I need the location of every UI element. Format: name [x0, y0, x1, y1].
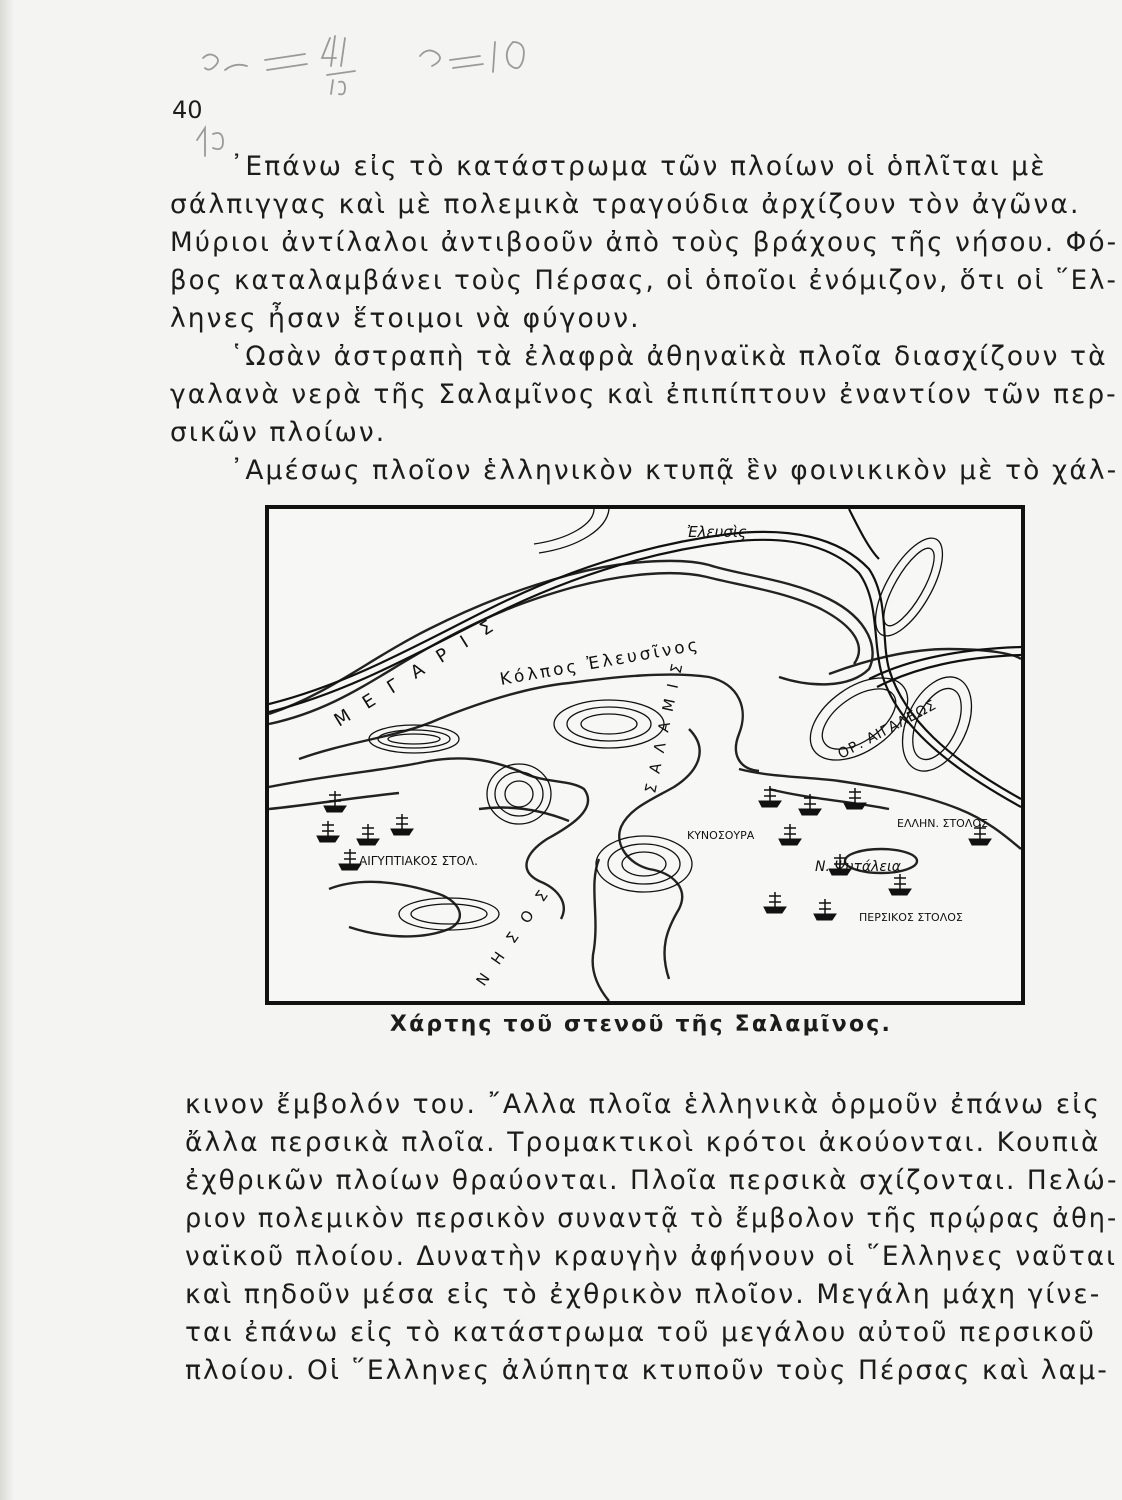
label-gulf: Κόλπος Ἐλευσῖνος: [498, 634, 702, 690]
page-number: 40: [172, 96, 203, 124]
ship-icon: [759, 786, 781, 807]
pencil-annotation: [195, 30, 575, 170]
text-line: σάλπιγγας καὶ μὲ πολεμικὰ τραγούδια ἀρχίζουν τὸν ἀγῶνα.: [170, 189, 1081, 220]
text-line: Μύριοι ἀντίλαλοι ἀντιβοοῦν ἀπὸ τοὺς βράχους τῆς νήσου. Φό-: [170, 227, 1119, 258]
text-line: ναϊκοῦ πλοίου. Δυνατὴν κραυγὴν ἀφήνουν οἱ ῞Ελληνες ναῦται: [185, 1241, 1118, 1272]
text-line: ἄλλα περσικὰ πλοῖα. Τρομακτικοὶ κρότοι ἀκούονται. Κουπιὰ: [185, 1127, 1101, 1158]
text-line: ριον πολεμικὸν περσικὸν συναντᾷ τὸ ἔμβολον τῆς πρῴρας ἀθη-: [185, 1203, 1119, 1234]
label-egyptian-fleet: ΑΙΓΥΠΤΙΑΚΟΣ ΣΤΟΛ.: [359, 854, 478, 868]
ship-icon: [391, 814, 413, 835]
text-line: γαλανὰ νερὰ τῆς Σαλαμῖνος καὶ ἐπιπίπτουν ἐναντίον τῶν περ-: [170, 379, 1118, 410]
label-eleusis: Ἐλευσὶς: [687, 523, 747, 541]
text-line: ᾿Αμέσως πλοῖον ἑλληνικὸν κτυπᾷ ἓν φοινικικὸν μὲ τὸ χάλ-: [230, 455, 1119, 486]
ship-icon: [317, 821, 339, 842]
text-line: κινον ἔμβολόν του. ῎Αλλα πλοῖα ἑλληνικὰ ὁρμοῦν ἐπάνω εἰς: [185, 1089, 1101, 1120]
map-drawing: [269, 509, 1021, 1001]
map-caption: Χάρτης τοῦ στενοῦ τῆς Σαλαμῖνος.: [389, 1012, 893, 1037]
label-nisos: Ν Η Σ Ο Σ: [472, 882, 555, 990]
text-line: ᾿Επάνω εἰς τὸ κατάστρωμα τῶν πλοίων οἱ ὁπλῖται μὲ: [230, 151, 1047, 182]
ship-icon: [814, 899, 836, 920]
label-greek-fleet: ΕΛΛΗΝ. ΣΤΟΛΟΣ: [897, 817, 988, 830]
text-line: ῾Ωσὰν ἀστραπὴ τὰ ἐλαφρὰ ἀθηναϊκὰ πλοῖα διασχίζουν τὰ: [230, 341, 1108, 372]
text-line: βος καταλαμβάνει τοὺς Πέρσας, οἱ ὁποῖοι ἐνόμιζον, ὅτι οἱ ῞Ελ-: [170, 265, 1118, 296]
ship-icon: [357, 824, 379, 845]
label-salamis: Σ Α Λ Α Μ Ι Σ: [641, 659, 687, 795]
text-line: σικῶν πλοίων.: [170, 417, 387, 448]
label-aigaleos: ΟΡ. ΑΙΓΑΛΕΩΣ: [835, 697, 940, 763]
page-edge-shadow: [0, 0, 14, 1500]
ship-icon: [339, 849, 361, 870]
text-line: πλοίου. Οἱ ῞Ελληνες ἀλύπητα κτυποῦν τοὺς Πέρσας καὶ λαμ-: [185, 1355, 1109, 1386]
label-persian-fleet: ΠΕΡΣΙΚΟΣ ΣΤΟΛΟΣ: [859, 911, 963, 924]
ship-icon: [779, 824, 801, 845]
text-line: ἐχθρικῶν πλοίων θραύονται. Πλοῖα περσικὰ σχίζονται. Πελώ-: [185, 1165, 1119, 1196]
ship-icon: [764, 892, 786, 913]
label-psyttaleia: Ν. Ψυτάλεια: [815, 859, 901, 875]
text-line: ται ἐπάνω εἰς τὸ κατάστρωμα τοῦ μεγάλου αὐτοῦ περσικοῦ: [185, 1317, 1096, 1348]
label-kynosoura: ΚΥΝΟΣΟΥΡΑ: [687, 829, 755, 842]
salamis-strait-map: [265, 505, 1025, 1005]
text-line: ληνες ἦσαν ἕτοιμοι νὰ φύγουν.: [170, 303, 641, 334]
label-megaris: Μ Ε Γ Α Ρ Ι Σ: [330, 613, 503, 732]
ship-icon: [844, 788, 866, 809]
text-line: καὶ πηδοῦν μέσα εἰς τὸ ἐχθρικὸν πλοῖον. Μεγάλη μάχη γίνε-: [185, 1279, 1102, 1310]
ship-icon: [889, 874, 911, 895]
